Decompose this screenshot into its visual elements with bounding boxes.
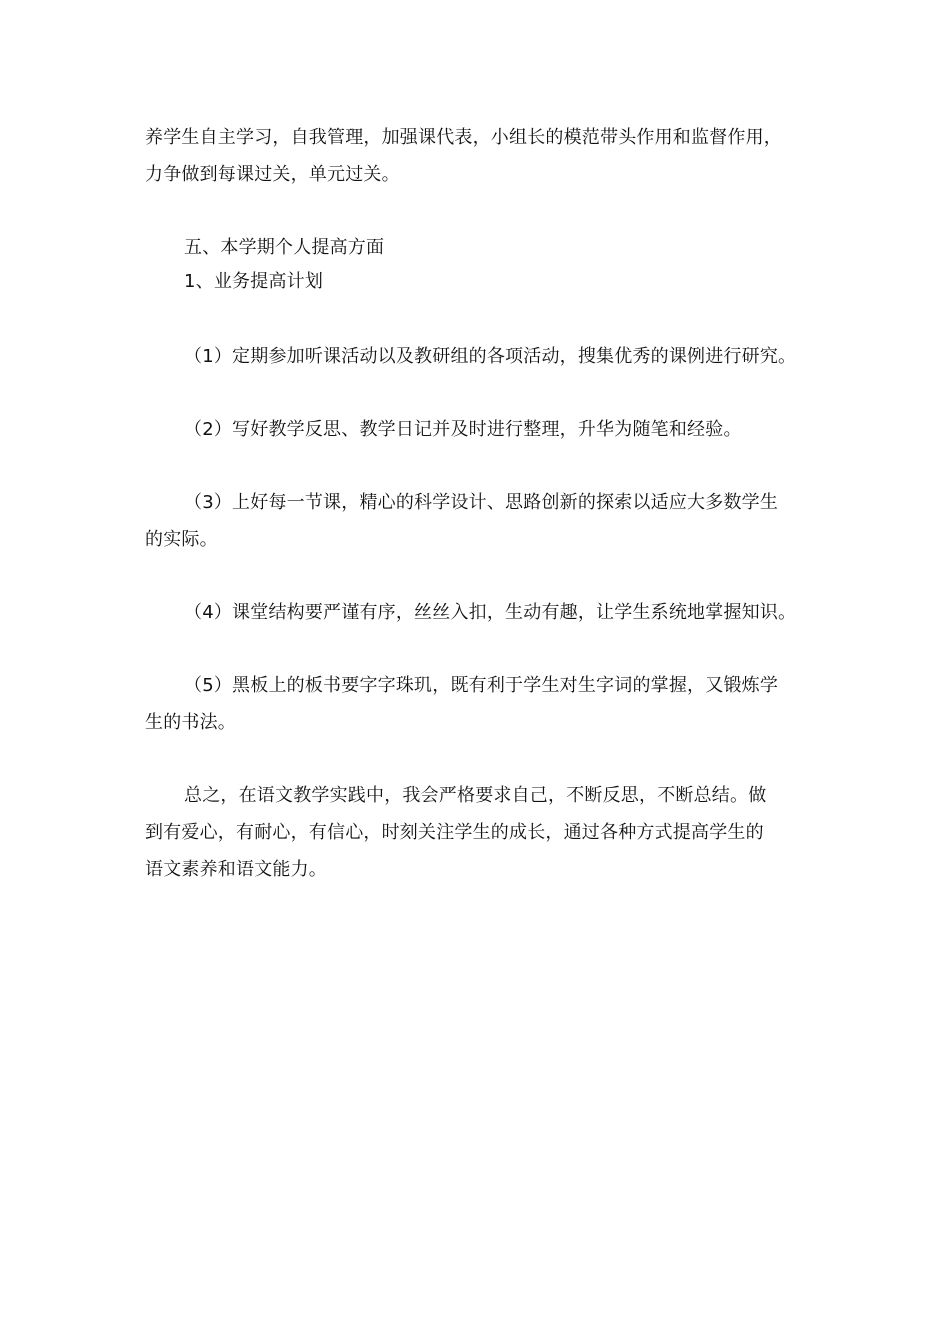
text-line: （3）上好每一节课，精心的科学设计、思路创新的探索以适应大多数学生: [184, 492, 779, 513]
text-line: （5）黑板上的板书要字字珠玑，既有利于学生对生字词的掌握，又锻炼学: [184, 675, 779, 696]
text-line: 生的书法。: [145, 712, 236, 733]
text-line: （4）课堂结构要严谨有序，丝丝入扣，生动有趣，让学生系统地掌握知识。: [184, 602, 797, 623]
text-line: 的实际。: [145, 529, 218, 550]
section-heading: 五、本学期个人提高方面: [184, 237, 385, 258]
text-line: （1）定期参加听课活动以及教研组的各项活动，搜集优秀的课例进行研究。: [184, 346, 797, 367]
text-line: 语文素养和语文能力。: [145, 859, 327, 880]
text-line: （2）写好教学反思、教学日记并及时进行整理，升华为随笔和经验。: [184, 419, 742, 440]
text-line: 力争做到每课过关，单元过关。: [145, 164, 400, 185]
text-line: 到有爱心，有耐心，有信心，时刻关注学生的成长，通过各种方式提高学生的: [145, 822, 764, 843]
subsection-heading: 1、业务提高计划: [184, 271, 324, 292]
text-line: 养学生自主学习，自我管理，加强课代表，小组长的模范带头作用和监督作用，: [145, 127, 782, 148]
text-line: 总之，在语文教学实践中，我会严格要求自己，不断反思，不断总结。做: [184, 785, 767, 806]
